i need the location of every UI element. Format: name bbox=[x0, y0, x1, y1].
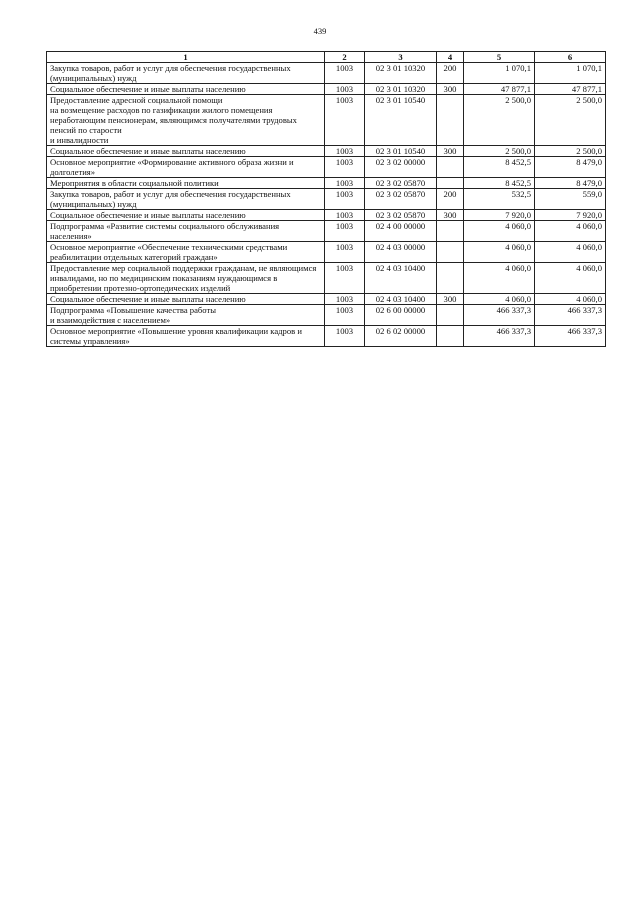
cell-description: Закупка товаров, работ и услуг для обеспечения государственных (муниципальных) нужд bbox=[47, 189, 325, 210]
cell-description: Основное мероприятие «Обеспечение техническими средствами реабилитации отдельных категорий граждан» bbox=[47, 242, 325, 263]
cell-expense-type bbox=[437, 305, 464, 326]
cell-target-code: 02 3 02 00000 bbox=[365, 157, 437, 178]
column-header-5: 5 bbox=[464, 52, 535, 63]
cell-section-code: 1003 bbox=[325, 189, 365, 210]
table-row bbox=[47, 326, 606, 347]
cell-amount-year2: 466 337,3 bbox=[535, 305, 606, 326]
table-row bbox=[47, 189, 606, 210]
cell-amount-year1: 1 070,1 bbox=[464, 63, 535, 84]
cell-description: Основное мероприятие «Повышение уровня квалификации кадров и системы управления» bbox=[47, 326, 325, 347]
cell-expense-type: 300 bbox=[437, 146, 464, 157]
table-row bbox=[47, 157, 606, 178]
cell-section-code: 1003 bbox=[325, 84, 365, 95]
table-header-row bbox=[47, 52, 606, 63]
column-header-6: 6 bbox=[535, 52, 606, 63]
cell-description: Мероприятия в области социальной политики bbox=[47, 178, 325, 189]
cell-description: Социальное обеспечение и иные выплаты населению bbox=[47, 146, 325, 157]
cell-expense-type: 300 bbox=[437, 294, 464, 305]
table-body bbox=[47, 63, 606, 347]
cell-section-code: 1003 bbox=[325, 221, 365, 242]
cell-amount-year1: 2 500,0 bbox=[464, 95, 535, 146]
cell-description: Предоставление мер социальной поддержки гражданам, не являющимся инвалидами, но по медицинским показаниям нуждающимся в приобретении протезно-ортопедических изделий bbox=[47, 263, 325, 294]
cell-amount-year1: 7 920,0 bbox=[464, 210, 535, 221]
cell-amount-year1: 47 877,1 bbox=[464, 84, 535, 95]
cell-description: Закупка товаров, работ и услуг для обеспечения государственных (муниципальных) нужд bbox=[47, 63, 325, 84]
cell-target-code: 02 3 02 05870 bbox=[365, 210, 437, 221]
budget-table bbox=[46, 51, 606, 347]
table-row bbox=[47, 221, 606, 242]
cell-target-code: 02 3 02 05870 bbox=[365, 178, 437, 189]
table-row bbox=[47, 63, 606, 84]
cell-description: Подпрограмма «Развитие системы социального обслуживания населения» bbox=[47, 221, 325, 242]
cell-section-code: 1003 bbox=[325, 326, 365, 347]
cell-description: Предоставление адресной социальной помощи на возмещение расходов по газификации жилого помещения неработающим пенсионерам, являющимся получателями трудовых пенсий по старости и инвалидности bbox=[47, 95, 325, 146]
cell-amount-year2: 4 060,0 bbox=[535, 294, 606, 305]
table-row bbox=[47, 95, 606, 146]
cell-section-code: 1003 bbox=[325, 63, 365, 84]
cell-section-code: 1003 bbox=[325, 178, 365, 189]
cell-description: Основное мероприятие «Формирование активного образа жизни и долголетия» bbox=[47, 157, 325, 178]
cell-expense-type: 300 bbox=[437, 84, 464, 95]
cell-description: Социальное обеспечение и иные выплаты населению bbox=[47, 84, 325, 95]
cell-expense-type bbox=[437, 221, 464, 242]
cell-amount-year2: 7 920,0 bbox=[535, 210, 606, 221]
cell-amount-year2: 4 060,0 bbox=[535, 263, 606, 294]
cell-expense-type bbox=[437, 157, 464, 178]
cell-description: Подпрограмма «Повышение качества работы и взаимодействия с населением» bbox=[47, 305, 325, 326]
cell-amount-year1: 2 500,0 bbox=[464, 146, 535, 157]
cell-target-code: 02 3 01 10320 bbox=[365, 63, 437, 84]
cell-expense-type: 200 bbox=[437, 63, 464, 84]
table-row bbox=[47, 294, 606, 305]
page-number: 439 bbox=[313, 26, 327, 36]
column-header-3: 3 bbox=[365, 52, 437, 63]
cell-amount-year2: 559,0 bbox=[535, 189, 606, 210]
cell-amount-year2: 2 500,0 bbox=[535, 146, 606, 157]
cell-amount-year2: 2 500,0 bbox=[535, 95, 606, 146]
cell-amount-year1: 4 060,0 bbox=[464, 221, 535, 242]
cell-section-code: 1003 bbox=[325, 305, 365, 326]
cell-expense-type: 200 bbox=[437, 189, 464, 210]
cell-amount-year1: 8 452,5 bbox=[464, 157, 535, 178]
table-row bbox=[47, 305, 606, 326]
cell-expense-type bbox=[437, 242, 464, 263]
cell-section-code: 1003 bbox=[325, 146, 365, 157]
cell-section-code: 1003 bbox=[325, 263, 365, 294]
cell-section-code: 1003 bbox=[325, 242, 365, 263]
column-header-2: 2 bbox=[325, 52, 365, 63]
cell-expense-type bbox=[437, 178, 464, 189]
table-row bbox=[47, 242, 606, 263]
cell-target-code: 02 4 03 00000 bbox=[365, 242, 437, 263]
cell-amount-year1: 4 060,0 bbox=[464, 263, 535, 294]
cell-section-code: 1003 bbox=[325, 294, 365, 305]
table-row bbox=[47, 210, 606, 221]
cell-target-code: 02 4 03 10400 bbox=[365, 294, 437, 305]
cell-amount-year1: 466 337,3 bbox=[464, 326, 535, 347]
cell-amount-year2: 8 479,0 bbox=[535, 178, 606, 189]
cell-amount-year1: 8 452,5 bbox=[464, 178, 535, 189]
cell-amount-year2: 47 877,1 bbox=[535, 84, 606, 95]
table-row bbox=[47, 263, 606, 294]
cell-amount-year2: 4 060,0 bbox=[535, 221, 606, 242]
cell-amount-year2: 8 479,0 bbox=[535, 157, 606, 178]
table-row bbox=[47, 146, 606, 157]
cell-amount-year2: 1 070,1 bbox=[535, 63, 606, 84]
cell-amount-year2: 466 337,3 bbox=[535, 326, 606, 347]
cell-target-code: 02 3 01 10540 bbox=[365, 95, 437, 146]
cell-amount-year1: 4 060,0 bbox=[464, 242, 535, 263]
cell-section-code: 1003 bbox=[325, 210, 365, 221]
table-row bbox=[47, 84, 606, 95]
cell-section-code: 1003 bbox=[325, 157, 365, 178]
cell-amount-year1: 466 337,3 bbox=[464, 305, 535, 326]
column-header-1: 1 bbox=[47, 52, 325, 63]
cell-target-code: 02 3 02 05870 bbox=[365, 189, 437, 210]
cell-target-code: 02 4 00 00000 bbox=[365, 221, 437, 242]
cell-amount-year1: 532,5 bbox=[464, 189, 535, 210]
cell-section-code: 1003 bbox=[325, 95, 365, 146]
cell-expense-type bbox=[437, 263, 464, 294]
column-header-4: 4 bbox=[437, 52, 464, 63]
cell-amount-year2: 4 060,0 bbox=[535, 242, 606, 263]
cell-expense-type: 300 bbox=[437, 210, 464, 221]
cell-target-code: 02 6 00 00000 bbox=[365, 305, 437, 326]
cell-description: Социальное обеспечение и иные выплаты населению bbox=[47, 210, 325, 221]
cell-target-code: 02 4 03 10400 bbox=[365, 263, 437, 294]
cell-expense-type bbox=[437, 95, 464, 146]
cell-description: Социальное обеспечение и иные выплаты населению bbox=[47, 294, 325, 305]
cell-amount-year1: 4 060,0 bbox=[464, 294, 535, 305]
cell-target-code: 02 6 02 00000 bbox=[365, 326, 437, 347]
cell-target-code: 02 3 01 10320 bbox=[365, 84, 437, 95]
cell-expense-type bbox=[437, 326, 464, 347]
cell-target-code: 02 3 01 10540 bbox=[365, 146, 437, 157]
table-row bbox=[47, 178, 606, 189]
